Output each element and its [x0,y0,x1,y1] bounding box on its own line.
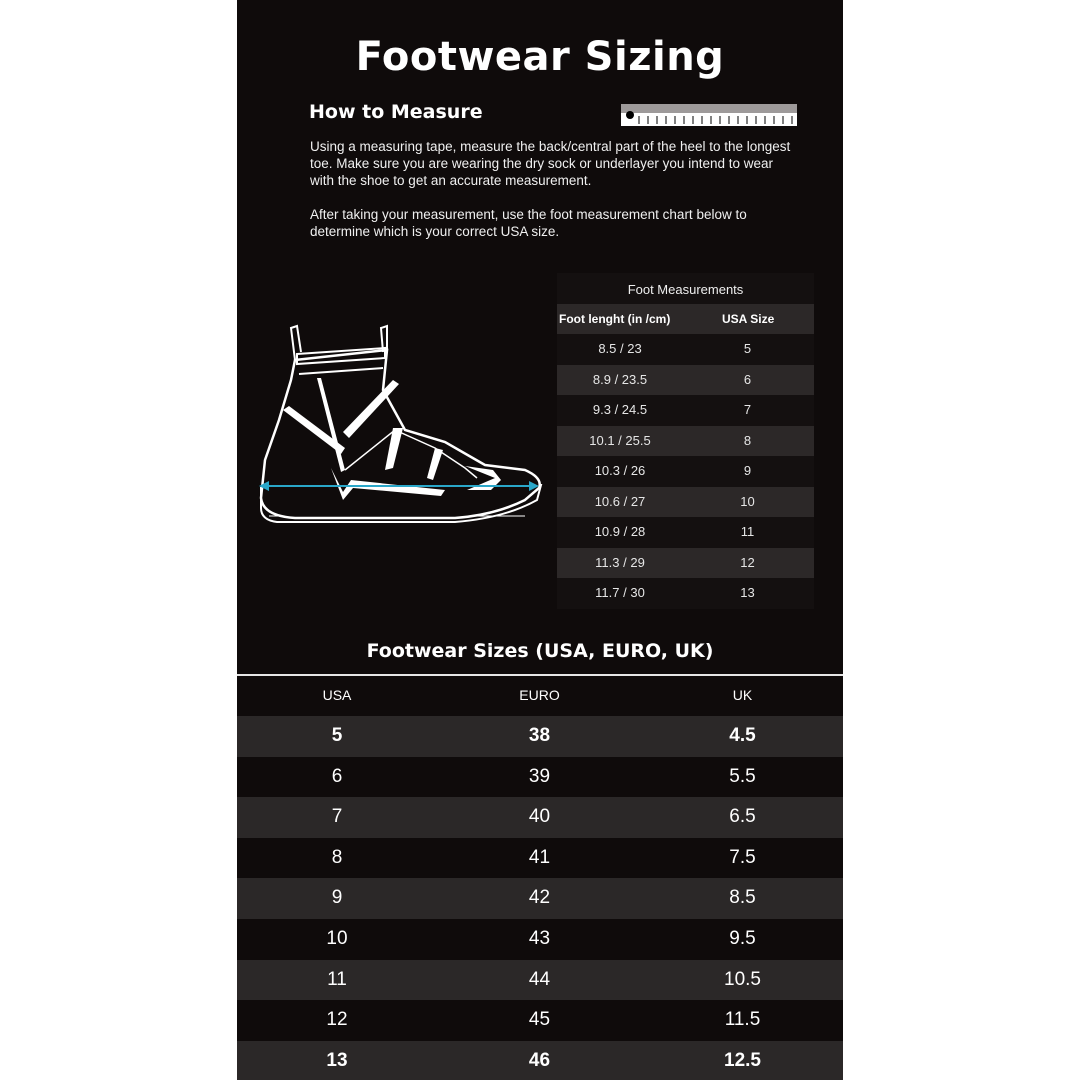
footwear-sizes-heading: Footwear Sizes (USA, EURO, UK) [366,640,714,662]
col-uk: UK [732,687,753,703]
table-row [557,548,814,579]
uk-cell: 5.5 [729,765,756,787]
usa-size-cell: 6 [743,371,752,387]
foot-length-cell: 10.9 / 28 [594,524,646,539]
table-row [557,365,814,396]
usa-cell: 13 [326,1049,348,1071]
usa-size-cell: 5 [743,341,752,356]
uk-cell: 7.5 [729,846,756,868]
col-euro: EURO [519,687,560,703]
boot-illustration [255,320,545,530]
table-row [557,517,814,548]
usa-cell: 12 [326,1009,348,1031]
euro-cell: 40 [528,806,551,828]
euro-cell: 46 [528,1049,551,1071]
foot-length-cell: 10.1 / 25.5 [589,432,651,448]
usa-size-cell: 7 [743,402,752,417]
page-title: Footwear Sizing [355,34,725,80]
table-row [557,456,814,487]
usa-size-cell: 10 [740,493,755,509]
table-row [237,757,843,798]
col-usa: USA [322,687,352,703]
euro-cell: 42 [528,887,551,909]
col-usa-size: USA Size [722,312,775,326]
sizing-panel [237,0,843,1080]
how-to-measure-heading: How to Measure [309,101,483,123]
table-row [237,838,843,879]
foot-length-cell: 11.3 / 29 [595,554,645,570]
euro-cell: 38 [528,725,551,746]
usa-cell: 5 [331,725,343,746]
uk-cell: 9.5 [729,927,756,949]
table-row [557,426,814,457]
usa-size-cell: 9 [743,463,752,478]
foot-length-cell: 8.5 / 23 [598,341,642,356]
foot-measurements-table [557,273,814,609]
usa-cell: 8 [331,846,343,868]
foot-length-cell: 11.7 / 30 [595,585,645,600]
uk-cell: 12.5 [724,1049,761,1071]
uk-cell: 6.5 [729,806,756,828]
usa-cell: 9 [331,887,343,909]
foot-length-cell: 9.3 / 24.5 [592,402,648,417]
table-row [237,878,843,919]
usa-cell: 11 [327,968,347,990]
foot-measurements-header [557,304,814,334]
foot-measurements-title: Foot Measurements [557,273,814,304]
uk-cell: 10.5 [724,968,761,990]
euro-cell: 39 [528,765,551,787]
foot-length-cell: 10.6 / 27 [594,493,646,509]
measure-instructions: Using a measuring tape, measure the back/central part of the heel to the longest toe. Make sure you are wearing the dry sock or underlayer you intend to wear with the shoe to get an accurate measurement. [310,139,791,188]
euro-cell: 43 [528,927,551,949]
table-row [237,919,843,960]
euro-cell: 44 [528,968,551,990]
chart-instructions: After taking your measurement, use the foot measurement chart below to determine which is your correct USA size. [310,207,747,239]
euro-cell: 45 [528,1009,551,1031]
table-row [557,487,814,518]
usa-size-cell: 12 [740,554,755,570]
euro-cell: 41 [528,846,551,868]
table-row [237,797,843,838]
sizes-header [237,676,843,716]
table-row [237,1041,843,1080]
table-row [557,578,814,609]
usa-size-cell: 8 [743,432,752,448]
foot-length-cell: 10.3 / 26 [594,463,646,478]
measuring-tape-icon [621,104,797,126]
uk-cell: 4.5 [729,725,756,746]
usa-size-cell: 11 [740,524,755,539]
col-foot-length: Foot lenght (in /cm) [559,312,671,326]
footwear-sizes-table [237,676,843,1080]
table-row [557,395,814,426]
usa-cell: 10 [326,927,348,949]
usa-cell: 6 [331,765,343,787]
usa-size-cell: 13 [740,585,755,600]
uk-cell: 8.5 [729,887,756,909]
foot-length-cell: 8.9 / 23.5 [592,371,648,387]
usa-cell: 7 [331,806,343,828]
table-row [237,960,843,1001]
table-row [237,1000,843,1041]
table-row [237,716,843,757]
uk-cell: 11.5 [724,1009,761,1031]
table-row [557,334,814,365]
